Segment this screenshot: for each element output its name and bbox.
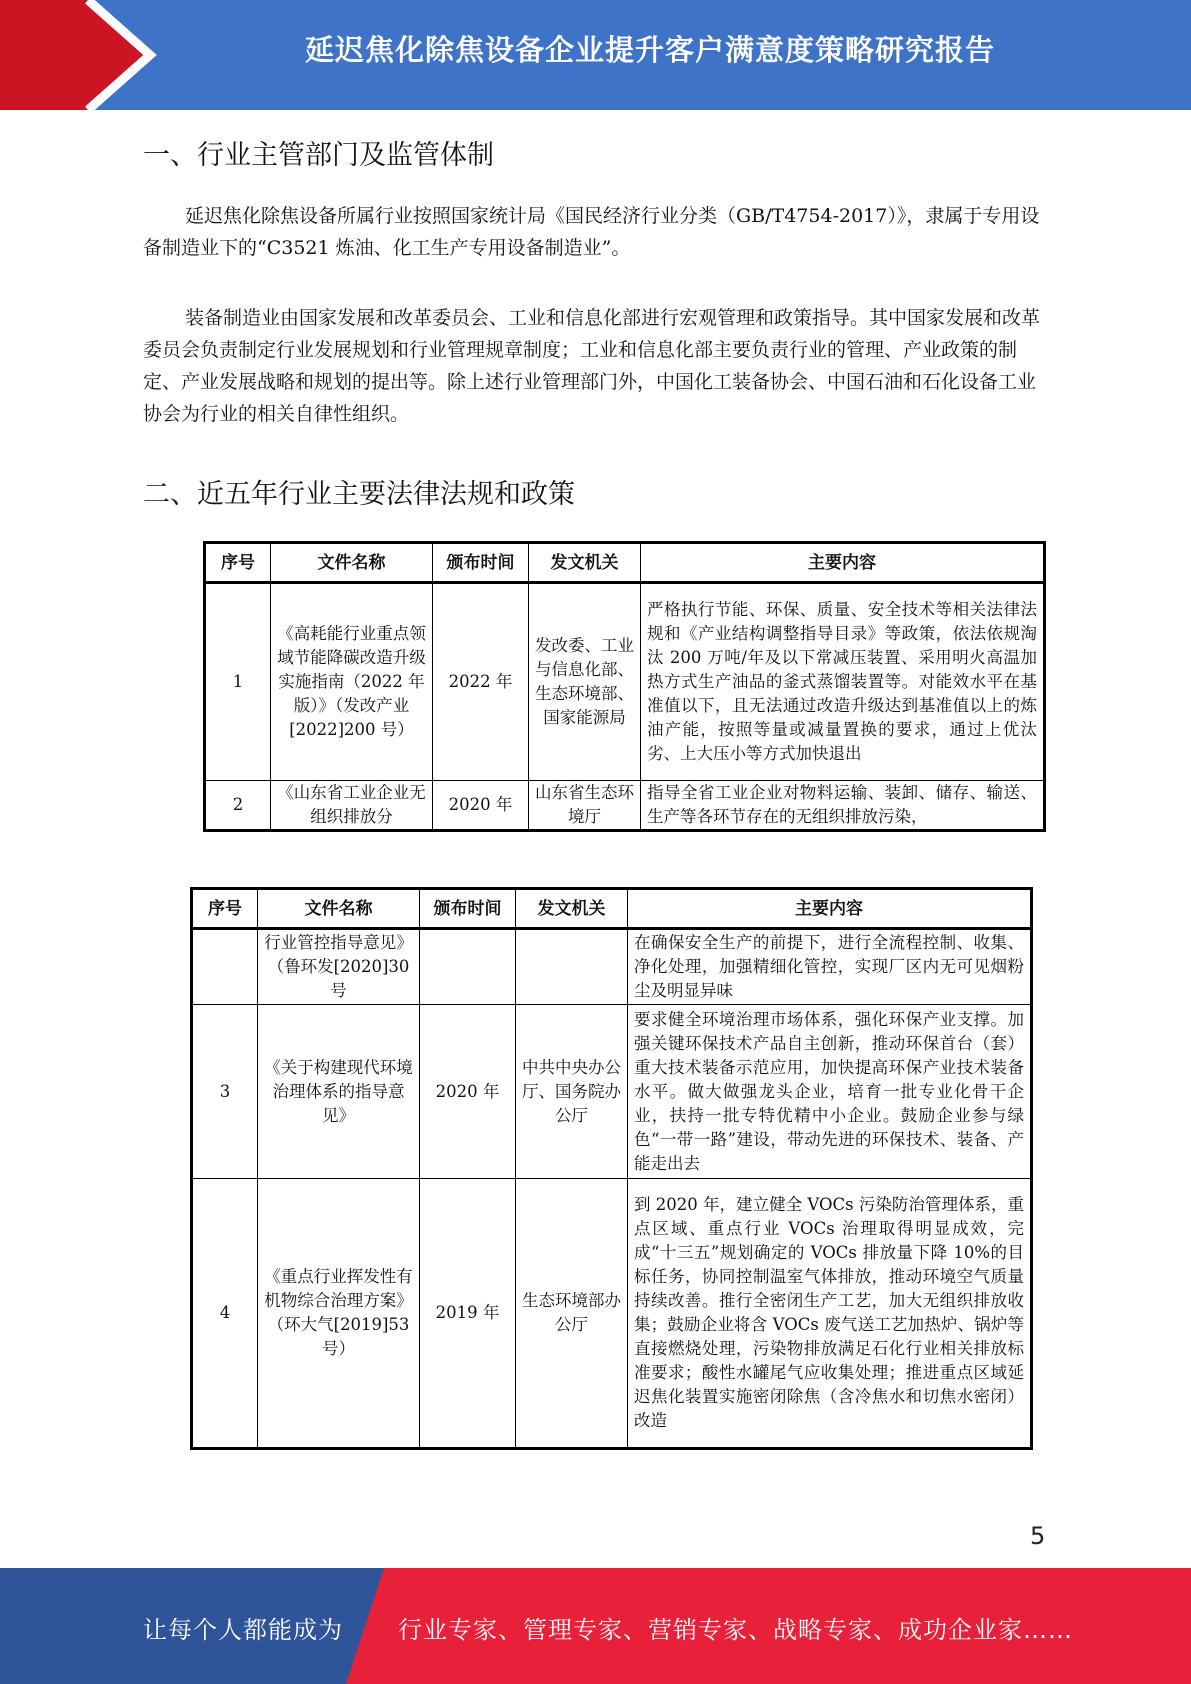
cell-date: 2019 年 (420, 1179, 516, 1449)
cell-content: 严格执行节能、环保、质量、安全技术等相关法律法规和《产业结构调整指导目录》等政策，依法依规淘汰 200 万吨/年及以下常减压装置、采用明火高温加热方式生产油品的釜式蒸馏装置等。对能效水平在基准值以下，且无法通过改造升级达到基准值以上的炼油产能，按照等量或减量置换的要求，通过上优汰劣、上大压小等方式加快退出 (641, 583, 1045, 781)
page-number: 5 (1030, 1522, 1046, 1550)
page-header (0, 0, 1191, 110)
cell-no: 2 (205, 781, 271, 831)
col-header-issuer: 发文机关 (516, 889, 628, 929)
col-header-date: 颁布时间 (420, 889, 516, 929)
cell-name: 《高耗能行业重点领域节能降碳改造升级实施指南（2022 年版）》（发改产业[2022]200 号） (271, 583, 433, 781)
col-header-content: 主要内容 (628, 889, 1032, 929)
cell-date (420, 929, 516, 1005)
footer-slogan-right: 行业专家、管理专家、营销专家、战略专家、成功企业家…… (398, 1616, 1073, 1644)
cell-name: 《重点行业挥发性有机物综合治理方案》（环大气[2019]53 号） (258, 1179, 420, 1449)
table-row (205, 781, 1045, 831)
table-row (192, 1005, 1032, 1179)
table-row (192, 1179, 1032, 1449)
table-row (192, 929, 1032, 1005)
col-header-name: 文件名称 (271, 543, 433, 583)
col-header-name: 文件名称 (258, 889, 420, 929)
report-title: 延迟焦化除焦设备企业提升客户满意度策略研究报告 (304, 33, 995, 67)
cell-issuer (516, 929, 628, 1005)
paragraph-industry-classification: 延迟焦化除焦设备所属行业按照国家统计局《国民经济行业分类（GB/T4754-2017）》，隶属于专用设备制造业下的“C3521 炼油、化工生产专用设备制造业”。 (143, 205, 1040, 259)
col-header-date: 颁布时间 (433, 543, 529, 583)
cell-issuer: 生态环境部办公厅 (516, 1179, 628, 1449)
cell-issuer: 发改委、工业与信息化部、生态环境部、国家能源局 (529, 583, 641, 781)
cell-date: 2020 年 (420, 1005, 516, 1179)
cell-no: 3 (192, 1005, 258, 1179)
col-header-no: 序号 (192, 889, 258, 929)
policy-table-1 (203, 541, 1046, 832)
table-header-row (205, 543, 1045, 583)
cell-content: 指导全省工业企业对物料运输、装卸、储存、输送、生产等各环节存在的无组织排放污染， (641, 781, 1045, 831)
col-header-content: 主要内容 (641, 543, 1045, 583)
cell-issuer: 山东省生态环境厅 (529, 781, 641, 831)
footer-slogan-left: 让每个人都能成为 (143, 1616, 343, 1644)
cell-name: 《关于构建现代环境治理体系的指导意见》 (258, 1005, 420, 1179)
cell-date: 2022 年 (433, 583, 529, 781)
cell-name: 《山东省工业企业无组织排放分 (271, 781, 433, 831)
policy-table-2 (190, 887, 1033, 1450)
table-row (205, 583, 1045, 781)
cell-no (192, 929, 258, 1005)
cell-no: 4 (192, 1179, 258, 1449)
paragraph-regulatory-bodies: 装备制造业由国家发展和改革委员会、工业和信息化部进行宏观管理和政策指导。其中国家发展和改革委员会负责制定行业发展规划和行业管理规章制度；工业和信息化部主要负责行业的管理、产业政策的制定、产业发展战略和规划的提出等。除上述行业管理部门外，中国化工装备协会、中国石油和石化设备工业协会为行业的相关自律性组织。 (143, 307, 1041, 425)
section-heading-policies: 二、近五年行业主要法律法规和政策 (143, 479, 575, 510)
cell-content: 在确保安全生产的前提下，进行全流程控制、收集、净化处理，加强精细化管控，实现厂区内无可见烟粉尘及明显异味 (628, 929, 1032, 1005)
cell-content: 要求健全环境治理市场体系，强化环保产业支撑。加强关键环保技术产品自主创新，推动环保首台（套）重大技术装备示范应用，加快提高环保产业技术装备水平。做大做强龙头企业，培育一批专业化骨干企业，扶持一批专特优精中小企业。鼓励企业参与绿色“一带一路”建设，带动先进的环保技术、装备、产能走出去 (628, 1005, 1032, 1179)
col-header-no: 序号 (205, 543, 271, 583)
cell-issuer: 中共中央办公厅、国务院办公厅 (516, 1005, 628, 1179)
cell-name: 行业管控指导意见》（鲁环发[2020]30 号 (258, 929, 420, 1005)
section-heading-regulation: 一、行业主管部门及监管体制 (143, 140, 494, 171)
cell-no: 1 (205, 583, 271, 781)
page-footer (0, 1568, 1191, 1684)
cell-content: 到 2020 年，建立健全 VOCs 污染防治管理体系，重点区域、重点行业 VOCs 治理取得明显成效，完成“十三五”规划确定的 VOCs 排放量下降 10%的目标任务，协同控制温室气体排放，推动环境空气质量持续改善。推行全密闭生产工艺，加大无组织排放收集；鼓励企业将含 VOCs 废气送工艺加热炉、锅炉等直接燃烧处理，污染物排放满足石化行业相关排放标准要求；酸性水罐尾气应收集处理；推进重点区域延迟焦化装置实施密闭除焦（含冷焦水和切焦水密闭）改造 (628, 1179, 1032, 1449)
col-header-issuer: 发文机关 (529, 543, 641, 583)
cell-date: 2020 年 (433, 781, 529, 831)
table-header-row (192, 889, 1032, 929)
